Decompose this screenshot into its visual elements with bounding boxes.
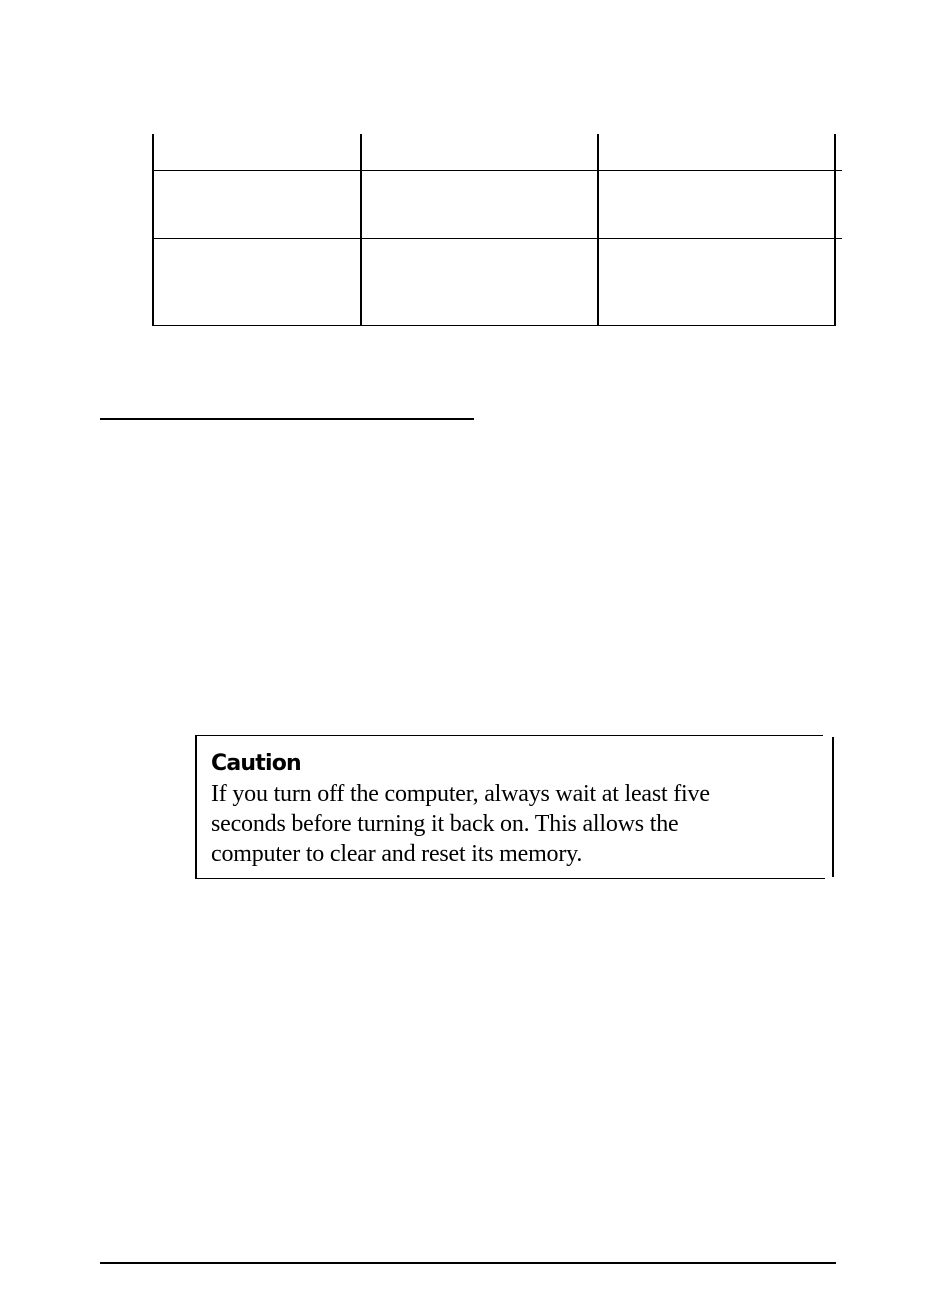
table-row-2-cell-3 [599, 239, 834, 325]
table-row-2-cell-2 [362, 239, 597, 325]
caution-box [195, 735, 834, 879]
page-footer-rule [100, 1262, 836, 1264]
section-heading-rule [100, 418, 474, 420]
caution-line-1: If you turn off the computer, always wait at least five [211, 781, 710, 807]
caution-border-bottom [195, 878, 825, 879]
table-header-cell-1 [154, 134, 360, 170]
caution-body [211, 779, 811, 869]
caution-border-top [195, 735, 823, 736]
caution-line-2: seconds before turning it back on. This allows the [211, 811, 679, 837]
table-bottom-rule [152, 325, 836, 326]
caution-border-left [195, 735, 197, 879]
caution-border-right [832, 737, 834, 877]
table-header-cell-2 [362, 134, 597, 170]
table-row-1-cell-1 [154, 171, 360, 238]
table-row-2-cell-1 [154, 239, 360, 325]
empty-table [152, 134, 836, 326]
table-row-1-cell-3 [599, 171, 834, 238]
table-border-right [834, 134, 836, 326]
caution-heading: Caution [211, 751, 301, 776]
caution-line-3: computer to clear and reset its memory. [211, 841, 583, 867]
table-row-1-cell-2 [362, 171, 597, 238]
table-header-cell-3 [599, 134, 834, 170]
